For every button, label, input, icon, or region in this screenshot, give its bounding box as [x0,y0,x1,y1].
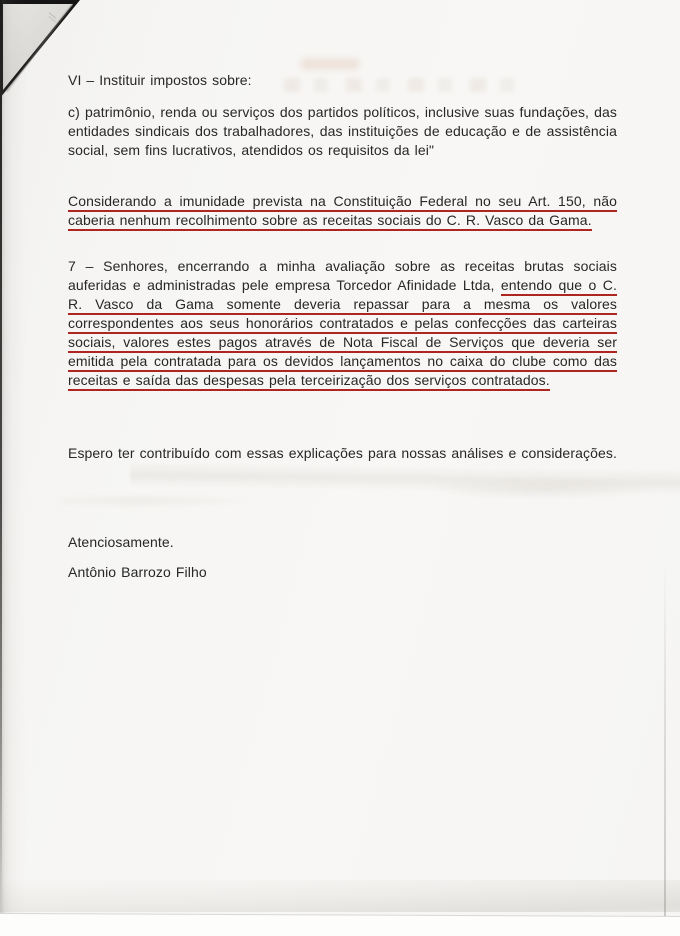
item7-underlined-text: entendo que o C. R. Vasco da Gama somente deveria repassar para a mesma os valores correspondentes aos seus honorários contratados e pelas confecções das carteiras sociais, valores estes pagos através de Nota Fiscal de Serviços que deveria ser emitida pela contratada para os devidos lançamentos no caixa do clube como das receitas e saída das despesas pela terceirização dos serviços contratados. [68,277,617,391]
salutation: Atenciosamente. [68,534,174,550]
paper-smudge [420,478,660,500]
right-edge-line [664,560,666,916]
bottom-edge-shadow [0,880,680,912]
clause-c-paragraph: c) patrimônio, renda ou serviços dos partidos políticos, inclusive suas fundações, das entidades sindicais dos trabalhadores, das instituições de educação e de assistência social, sem fins lucrativos, atendidos os requisitos da lei" [68,104,617,158]
paper-smudge [60,494,260,508]
left-edge-line [0,0,2,905]
item7-paragraph [68,257,617,390]
page-bottom-edge [0,913,680,936]
bleedthrough-mark [300,58,360,70]
clause-heading: VI – Instituir impostos sobre: [68,72,252,88]
item7-normal-text: 7 – Senhores, encerrando a minha avaliação sobre as receitas brutas sociais auferidas e administradas pele empresa Torcedor Afinidade Ltda, [68,258,617,293]
signature-name: Antônio Barrozo Filho [68,564,207,580]
considerando-underlined-text: Considerando a imunidade prevista na Constituição Federal no seu Art. 150, não caberia nenhum recolhimento sobre as receitas sociais do C. R. Vasco da Gama. [68,193,617,231]
left-edge-shadow [0,0,26,936]
closing-paragraph: Espero ter contribuído com essas explicações para nossas análises e considerações. [68,445,617,461]
considerando-paragraph [68,192,617,230]
